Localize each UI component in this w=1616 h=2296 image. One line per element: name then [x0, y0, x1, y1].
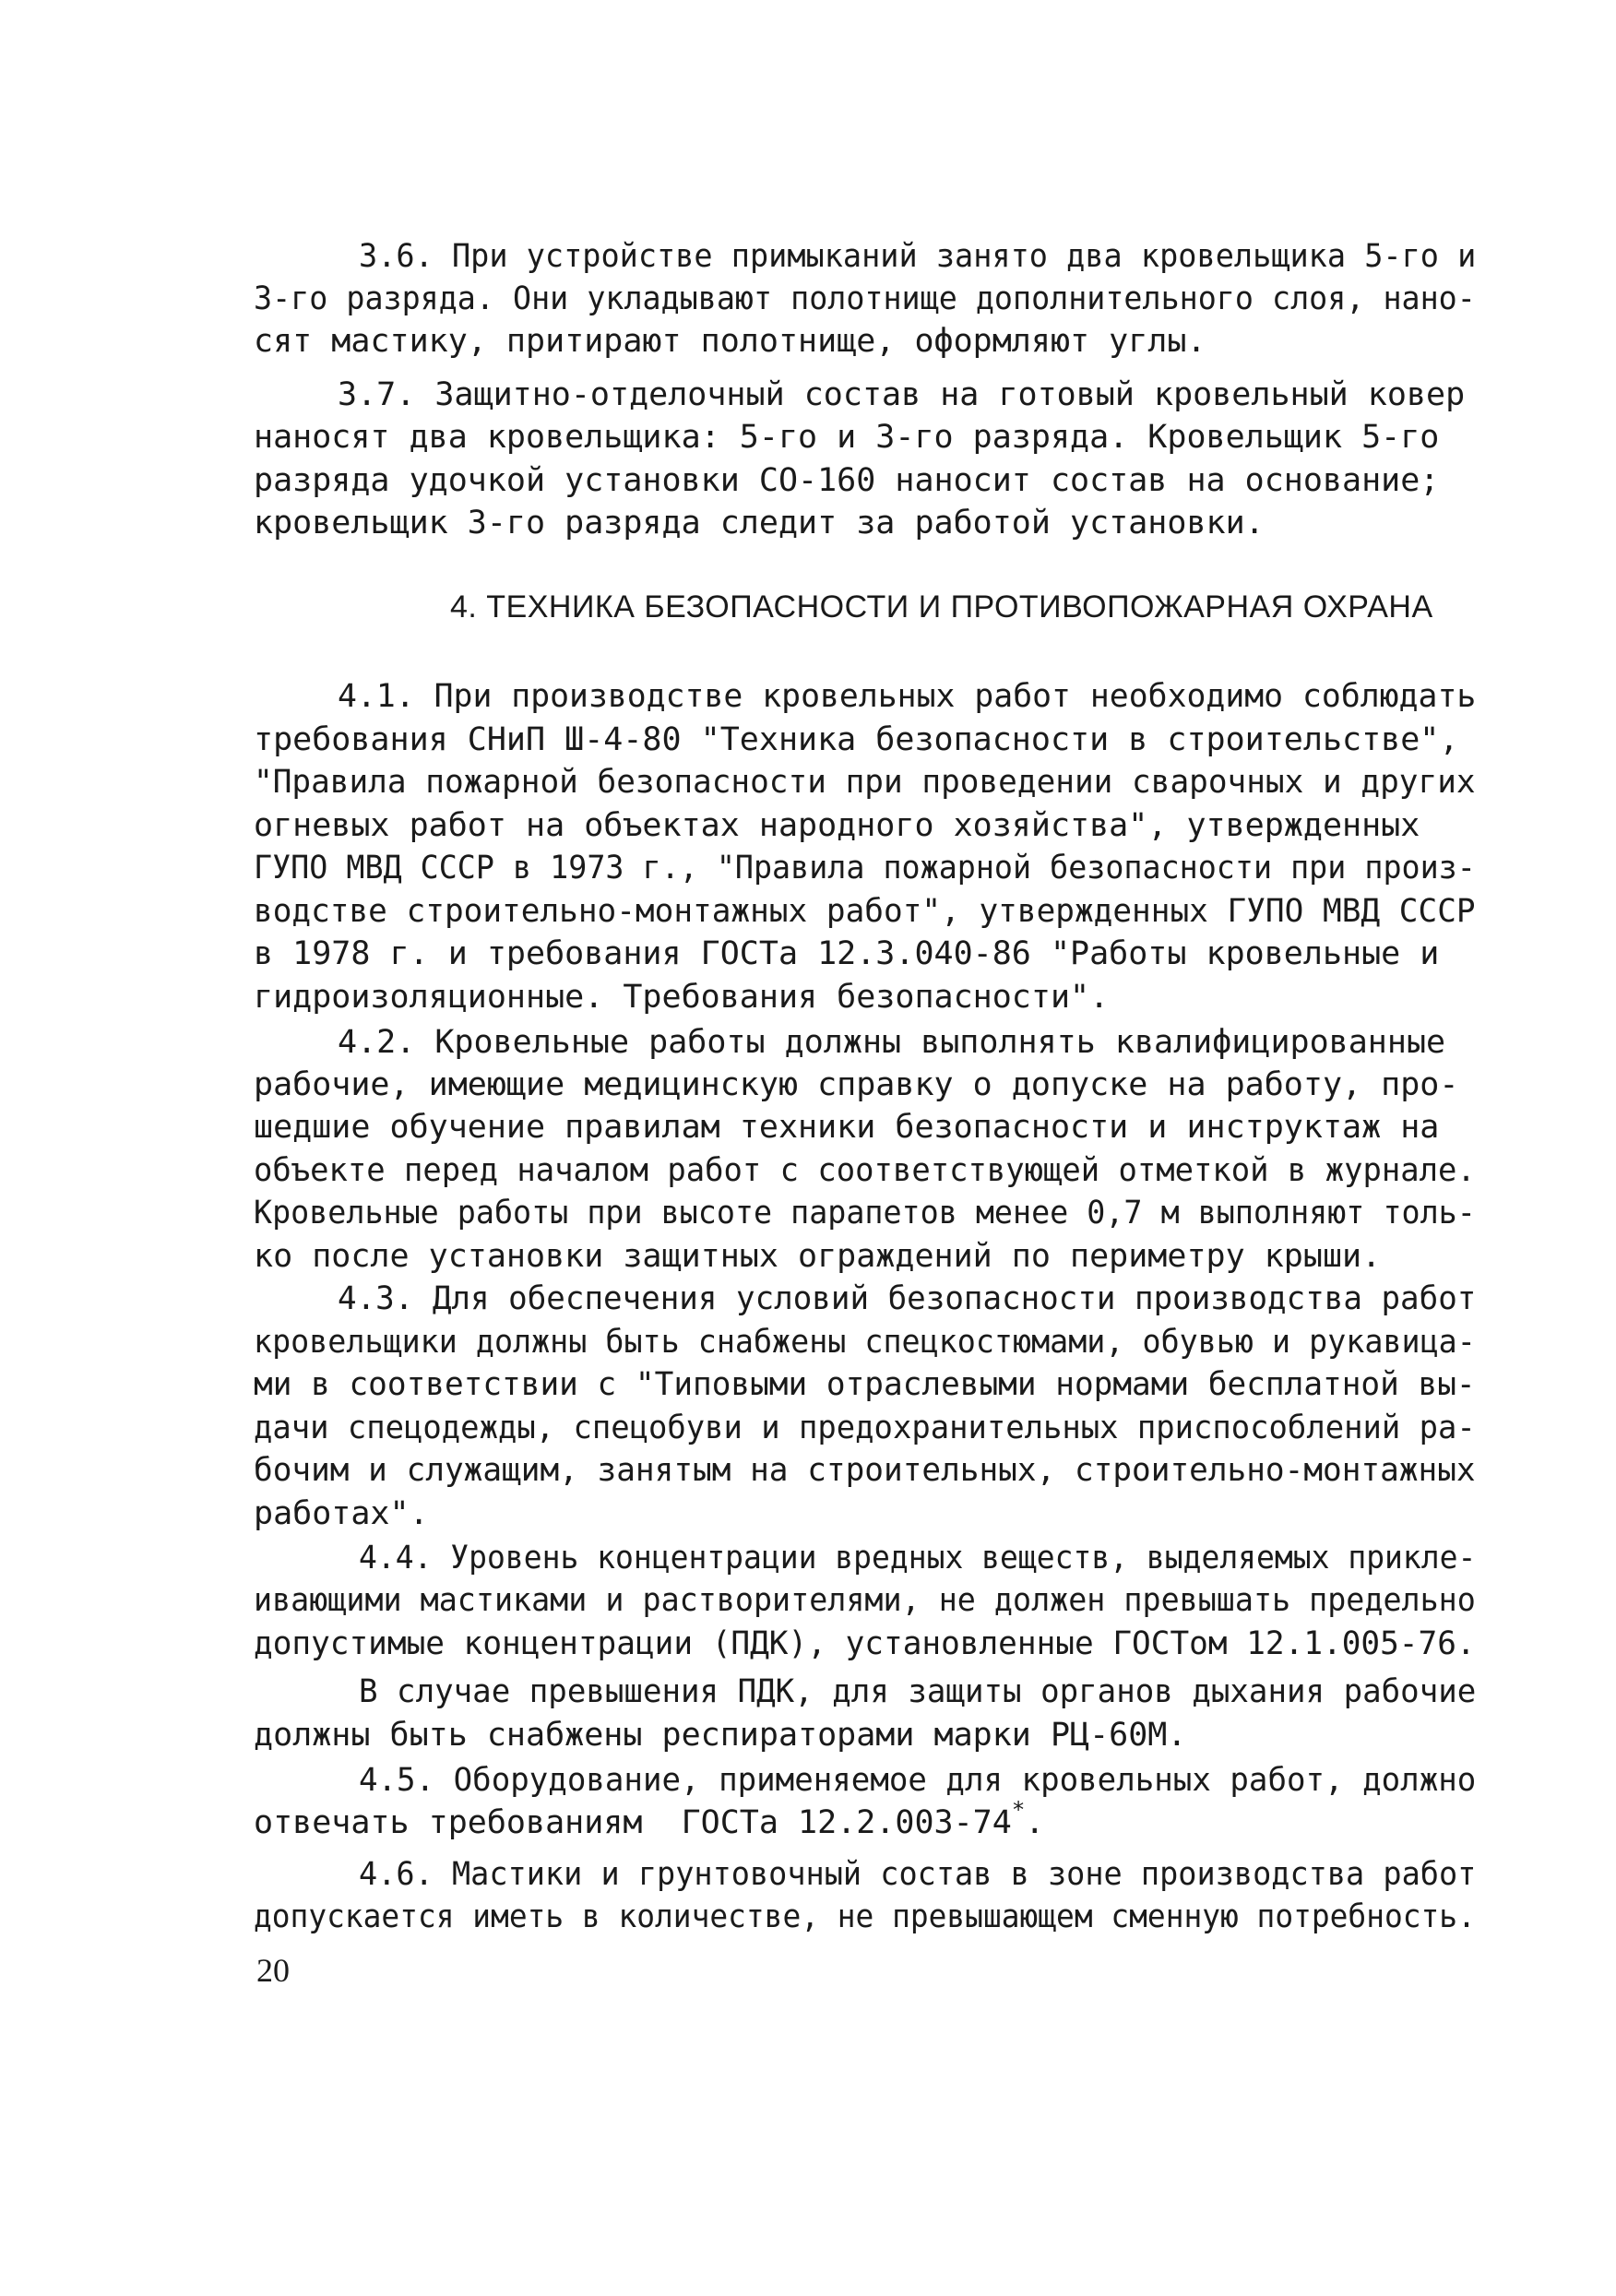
text-line: 3.7. Защитно-отделочный состав на готовый кровельный ковер [338, 376, 1466, 413]
text-line: допускается иметь в количестве, не превышающем сменную потребность. [254, 1898, 1476, 1935]
text-line: требования СНиП Ш-4-80 "Техника безопасности в строительстве", [254, 721, 1459, 758]
text-line: 4.4. Уровень концентрации вредных веществ, выделяемых прикле- [359, 1540, 1477, 1576]
text-line: 4.6. Мастики и грунтовочный состав в зоне производства работ [359, 1856, 1477, 1893]
text-line: ГУПО МВД СССР в 1973 г., "Правила пожарной безопасности при произ- [254, 850, 1476, 886]
text-line: наносят два кровельщика: 5-го и 3-го разряда. Кровельщик 5-го [254, 419, 1440, 456]
text-line: ми в соответствии с "Типовыми отраслевыми нормами бесплатной вы- [254, 1366, 1476, 1403]
text-line: ивающими мастиками и растворителями, не должен превышать предельно [254, 1582, 1476, 1619]
text-line: бочим и служащим, занятым на строительных, строительно-монтажных [254, 1452, 1476, 1489]
text-line: работах". [254, 1495, 429, 1532]
text-line: гидроизоляционные. Требования безопасности". [254, 979, 1110, 1016]
text-line: 4.5. Оборудование, применяемое для кровельных работ, должно [359, 1762, 1477, 1799]
text-line: дачи спецодежды, спецобуви и предохранительных приспособлений ра- [254, 1410, 1476, 1446]
text-line: шедшие обучение правилам техники безопасности и инструктаж на [254, 1109, 1440, 1146]
text-line: объекте перед началом работ с соответствующей отметкой в журнале. [254, 1152, 1476, 1189]
footnote-mark: * [1011, 1797, 1026, 1824]
text-line: кровельщик 3-го разряда следит за работой установки. [254, 505, 1265, 541]
text-line: рабочие, имеющие медицинскую справку о допуске на работу, про- [254, 1066, 1459, 1103]
text-fragment: . [1025, 1804, 1045, 1841]
text-line: допустимые концентрации (ПДК), установленные ГОСТом 12.1.005-76. [254, 1625, 1476, 1662]
text-line: В случае превышения ПДК, для защиты органов дыхания рабочие [359, 1673, 1477, 1710]
text-line: кровельщики должны быть снабжены спецкостюмами, обувью и рукавица- [254, 1324, 1476, 1361]
text-line: сят мастику, притирают полотнище, оформляют углы. [254, 323, 1206, 360]
text-fragment: отвечать требованиям ГОСТа 12.2.003-74 [254, 1804, 1012, 1841]
text-line: 4.3. Для обеспечения условий безопасности производства работ [338, 1280, 1477, 1317]
section-heading: 4. ТЕХНИКА БЕЗОПАСНОСТИ И ПРОТИВОПОЖАРНАЯ ОХРАНА [450, 589, 1433, 625]
text-line-with-footnote [254, 1797, 1045, 1845]
text-line: 4.1. При производстве кровельных работ необходимо соблюдать [338, 678, 1477, 715]
text-line: огневых работ на объектах народного хозяйства", утвержденных [254, 807, 1420, 844]
text-line: водстве строительно-монтажных работ", утвержденных ГУПО МВД СССР [254, 893, 1476, 930]
text-line: "Правила пожарной безопасности при проведении сварочных и других [254, 764, 1476, 801]
text-line: Кровельные работы при высоте парапетов менее 0,7 м выполняют толь- [254, 1195, 1476, 1231]
text-line: должны быть снабжены респираторами марки РЦ-60М. [254, 1717, 1187, 1754]
text-line: в 1978 г. и требования ГОСТа 12.3.040-86 "Работы кровельные и [254, 935, 1440, 972]
text-line: разряда удочкой установки СО-160 наносит состав на основание; [254, 462, 1440, 499]
text-line: ко после установки защитных ограждений по периметру крыши. [254, 1238, 1382, 1275]
page-number: 20 [256, 1952, 290, 1989]
text-line: 3.6. При устройстве примыканий занято два кровельщика 5-го и [359, 238, 1477, 275]
text-line: 3-го разряда. Они укладывают полотнище дополнительного слоя, нано- [254, 280, 1476, 317]
text-line: 4.2. Кровельные работы должны выполнять квалифицированные [338, 1024, 1446, 1061]
